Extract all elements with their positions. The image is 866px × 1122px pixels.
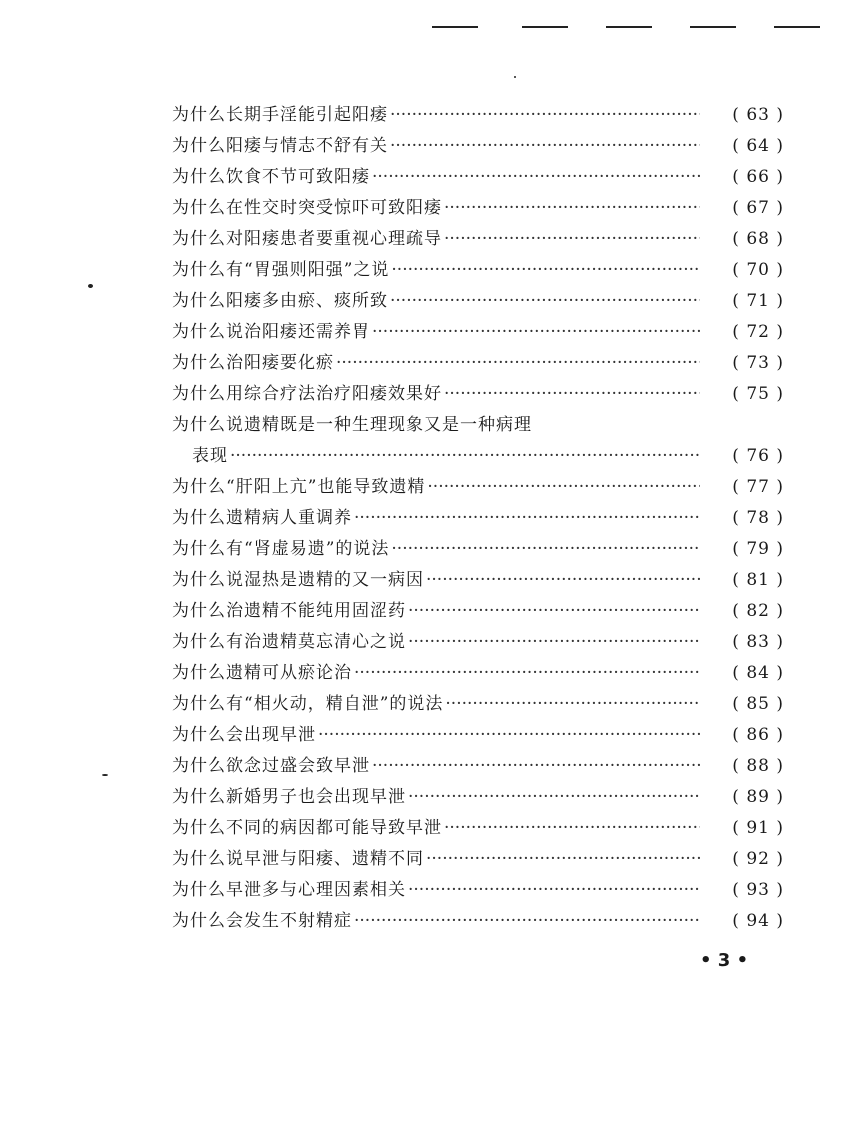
toc-entry-page: ( 88 ) [732,756,784,776]
toc-entry [172,627,784,658]
toc-entry [172,534,784,565]
dot-leader [372,751,700,782]
dot-leader [427,472,700,503]
dot-leader [372,162,700,193]
toc-entry-title: 为什么会发生不射精症 [172,911,352,931]
toc-entry-title: 为什么有“胃强则阳强”之说 [172,260,390,280]
toc-entry-page: ( 76 ) [732,446,784,466]
toc-entry-title: 为什么在性交时突受惊吓可致阳痿 [172,198,442,218]
top-rule-2 [522,26,568,28]
scan-speck [514,76,516,78]
toc-entry [172,100,784,131]
toc-entry [172,193,784,224]
toc-entry-title: 为什么遗精病人重调养 [172,508,352,528]
dot-leader [354,906,700,937]
toc-entry-title: 为什么新婚男子也会出现早泄 [172,787,406,807]
toc-entry-title: 为什么有“相火动，精自泄”的说法 [172,694,444,714]
page-number: • 3 • [700,950,749,971]
toc-entry-page: ( 86 ) [732,725,784,745]
toc-entry [172,906,784,937]
toc-entry-page: ( 81 ) [732,570,784,590]
dot-leader [336,348,700,379]
dot-leader [372,317,700,348]
toc-entry [172,565,784,596]
toc-entry [172,348,784,379]
toc-entry [172,224,784,255]
toc-entry [172,503,784,534]
dot-leader [445,689,700,720]
dot-leader [318,720,700,751]
toc-entry [172,317,784,348]
dot-leader [426,565,700,596]
dot-leader [408,596,700,627]
dot-leader [444,379,700,410]
dot-leader [408,875,700,906]
toc-entry-page: ( 85 ) [732,694,784,714]
dot-leader [354,658,700,689]
toc-entry-page: ( 83 ) [732,632,784,652]
toc-entry [172,689,784,720]
toc-entry [172,751,784,782]
top-rule-5 [774,26,820,28]
toc-entry-page: ( 94 ) [732,911,784,931]
toc-entry-title: 为什么欲念过盛会致早泄 [172,756,370,776]
toc-entry [172,286,784,317]
scan-speck [102,774,108,776]
toc-entry-page: ( 63 ) [732,105,784,125]
toc-entry-page: ( 72 ) [732,322,784,342]
toc-entry [172,844,784,875]
toc-entry-title: 为什么对阳痿患者要重视心理疏导 [172,229,442,249]
toc-entry [172,472,784,503]
dot-leader [390,131,700,162]
dot-leader [354,503,700,534]
toc-entry [172,255,784,286]
toc-entry-title: 为什么有“肾虚易遗”的说法 [172,539,390,559]
toc-entry-title: 为什么说治阳痿还需养胃 [172,322,370,342]
toc-entry-title: 为什么说湿热是遗精的又一病因 [172,570,424,590]
toc-entry-page: ( 91 ) [732,818,784,838]
dot-leader [444,193,700,224]
scan-speck [88,284,93,288]
toc-entry-page: ( 64 ) [732,136,784,156]
toc-entry-title: 表现 [192,446,228,466]
dot-leader [426,844,700,875]
toc-entry-page: ( 66 ) [732,167,784,187]
toc-entry-title: 为什么长期手淫能引起阳痿 [172,105,388,125]
toc-entry-page: ( 71 ) [732,291,784,311]
toc-entry-page: ( 78 ) [732,508,784,528]
toc-entry [172,782,784,813]
toc-entry-title: 为什么“肝阳上亢”也能导致遗精 [172,477,426,497]
toc-entry-title: 为什么饮食不节可致阳痿 [172,167,370,187]
toc-entry [172,875,784,906]
toc-entry-page: ( 68 ) [732,229,784,249]
toc-entry-page: ( 82 ) [732,601,784,621]
toc-entry [172,379,784,410]
toc-entry-title: 为什么有治遗精莫忘清心之说 [172,632,406,652]
toc-entry-title: 为什么说早泄与阳痿、遗精不同 [172,849,424,869]
toc-entry-page: ( 75 ) [732,384,784,404]
toc-entry-page: ( 89 ) [732,787,784,807]
toc-entry [172,131,784,162]
toc-entry-page: ( 73 ) [732,353,784,373]
toc-entry [172,658,784,689]
table-of-contents [172,100,784,937]
dot-leader [391,255,700,286]
toc-entry-page: ( 77 ) [732,477,784,497]
toc-entry-title: 为什么阳痿与情志不舒有关 [172,136,388,156]
toc-entry [172,596,784,627]
toc-entry-page: ( 70 ) [732,260,784,280]
toc-entry-title: 为什么不同的病因都可能导致早泄 [172,818,442,838]
toc-entry-page: ( 67 ) [732,198,784,218]
toc-entry-title: 为什么遗精可从瘀论治 [172,663,352,683]
toc-entry [172,720,784,751]
toc-entry-title: 为什么会出现早泄 [172,725,316,745]
toc-entry-title: 为什么用综合疗法治疗阳痿效果好 [172,384,442,404]
toc-entry [172,162,784,193]
toc-entry [172,813,784,844]
toc-entry [172,410,784,441]
dot-leader [230,441,700,472]
top-rule-3 [606,26,652,28]
dot-leader [408,627,700,658]
toc-entry-title: 为什么早泄多与心理因素相关 [172,880,406,900]
toc-entry-title: 为什么说遗精既是一种生理现象又是一种病理 [172,415,532,435]
toc-entry-title: 为什么治遗精不能纯用固涩药 [172,601,406,621]
dot-leader [391,534,700,565]
toc-entry-page: ( 79 ) [732,539,784,559]
dot-leader [390,286,700,317]
top-rule-1 [432,26,478,28]
toc-entry-title: 为什么阳痿多由瘀、痰所致 [172,291,388,311]
toc-entry-page: ( 93 ) [732,880,784,900]
dot-leader [444,813,700,844]
toc-entry-continuation [172,441,784,472]
dot-leader [390,100,700,131]
dot-leader [444,224,700,255]
toc-entry-page: ( 92 ) [732,849,784,869]
toc-entry-page: ( 84 ) [732,663,784,683]
top-rule-4 [690,26,736,28]
dot-leader [408,782,700,813]
toc-entry-title: 为什么治阳痿要化瘀 [172,353,334,373]
